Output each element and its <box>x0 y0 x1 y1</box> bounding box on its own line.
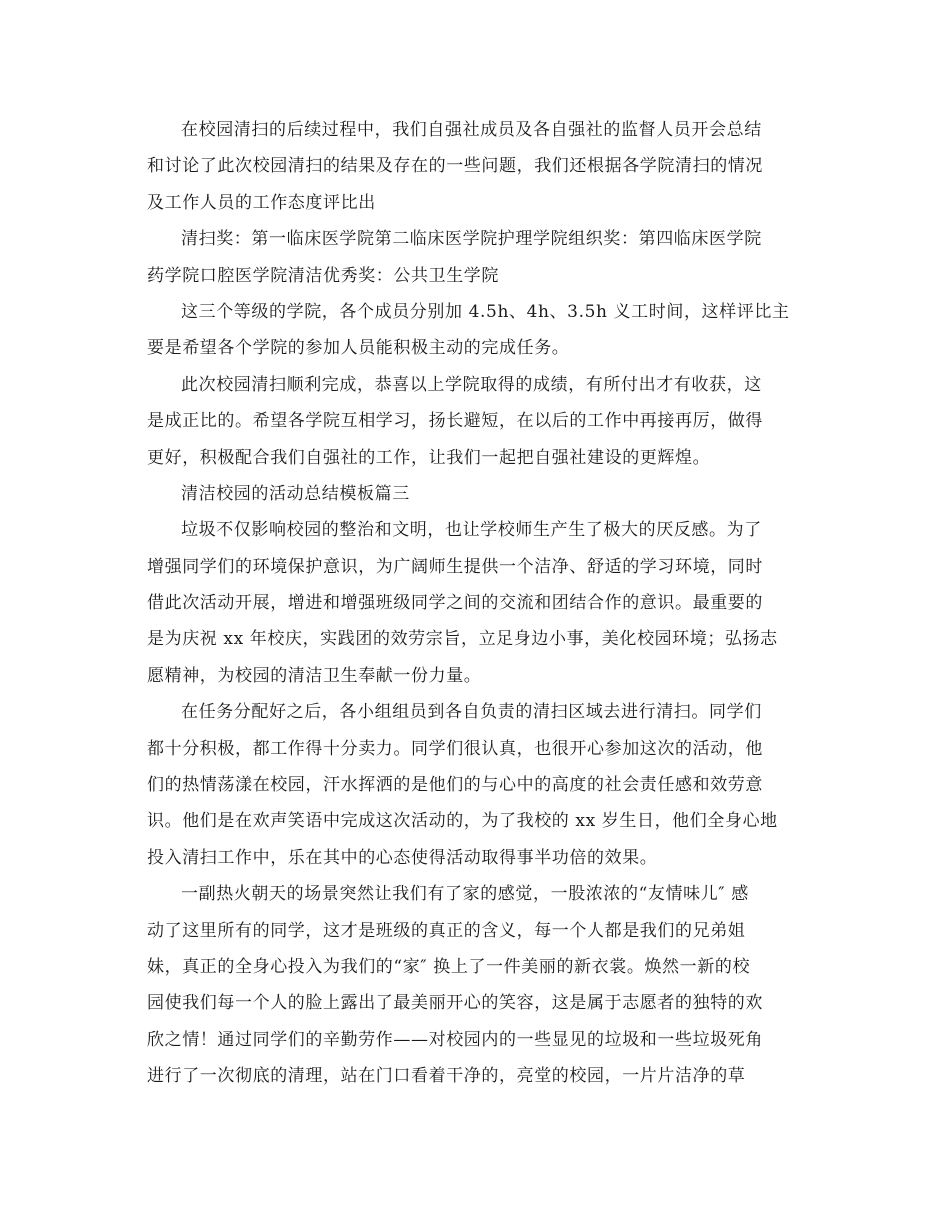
text-line: 借此次活动开展，增进和增强班级同学之间的交流和团结合作的意识。最重要的 <box>147 593 763 614</box>
document-page <box>147 112 812 1095</box>
paragraph-atmosphere <box>147 876 812 1094</box>
paragraph-awards <box>147 221 812 294</box>
text-line: 和讨论了此次校园清扫的结果及存在的一些问题，我们还根据各学院清扫的情况 <box>147 156 763 177</box>
text-line: 是成正比的。希望各学院互相学习，扬长避短，在以后的工作中再接再厉，做得 <box>147 411 763 432</box>
text-line: 识。他们是在欢声笑语中完成这次活动的，为了我校的 xx 岁生日，他们全身心地 <box>147 811 778 832</box>
text-line: 要是希望各个学院的参加人员能积极主动的完成任务。 <box>147 338 570 359</box>
text-line: 垃圾不仅影响校园的整治和文明，也让学校师生产生了极大的厌反感。为了 <box>181 520 762 541</box>
text-line: 在校园清扫的后续过程中，我们自强社成员及各自强社的监督人员开会总结 <box>181 120 762 140</box>
text-line: 进行了一次彻底的清理，站在门口看着干净的，亮堂的校园，一片片洁净的草 <box>147 1066 746 1087</box>
paragraph-congratulations <box>147 367 812 476</box>
text-line: 药学院口腔医学院清洁优秀奖：公共卫生学院 <box>147 265 499 286</box>
text-line: 是为庆祝 xx 年校庆，实践团的效劳宗旨，立足身边小事，美化校园环境；弘扬志 <box>147 629 778 650</box>
text-line: 投入清扫工作中，乐在其中的心态使得活动取得事半功倍的效果。 <box>147 847 658 868</box>
section-title: 清洁校园的活动总结模板篇三 <box>181 483 410 504</box>
text-line: 这三个等级的学院，各个成员分别加 4.5h、4h、3.5h 义工时间，这样评比主 <box>181 301 790 322</box>
text-line: 更好，积极配合我们自强社的工作，让我们一起把自强社建设的更辉煌。 <box>147 447 711 468</box>
text-line: 愿精神，为校园的清洁卫生奉献一份力量。 <box>147 665 482 686</box>
text-line: 清扫奖：第一临床医学院第二临床医学院护理学院组织奖：第四临床医学院 <box>181 229 762 250</box>
text-line: 园使我们每一个人的脸上露出了最美丽开心的笑容，这是属于志愿者的独特的欢 <box>147 993 763 1014</box>
text-line: 此次校园清扫顺利完成，恭喜以上学院取得的成绩，有所付出才有收获，这 <box>181 374 762 395</box>
paragraph-purpose <box>147 512 812 694</box>
text-line: 都十分积极，都工作得十分卖力。同学们很认真，也很开心参加这次的活动，他 <box>147 738 763 759</box>
paragraph-summary-meeting <box>147 112 812 221</box>
paragraph-volunteer-hours <box>147 294 812 367</box>
paragraph-task-assignment <box>147 694 812 876</box>
text-line: 及工作人员的工作态度评比出 <box>147 192 376 213</box>
text-line: 在任务分配好之后，各小组组员到各自负责的清扫区域去进行清扫。同学们 <box>181 702 762 723</box>
text-line: 们的热情荡漾在校园，汗水挥洒的是他们的与心中的高度的社会责任感和效劳意 <box>147 775 763 796</box>
section-heading <box>147 476 812 512</box>
text-line: 一副热火朝天的场景突然让我们有了家的感觉，一股浓浓的“友情味儿″ 感 <box>181 884 749 905</box>
text-line: 妹，真正的全身心投入为我们的“家″ 换上了一件美丽的新衣裳。焕然一新的校 <box>147 956 751 977</box>
text-line: 增强同学们的环境保护意识，为广阔师生提供一个洁净、舒适的学习环境，同时 <box>147 556 763 577</box>
text-line: 欣之情！通过同学们的辛勤劳作——对校园内的一些显见的垃圾和一些垃圾死角 <box>147 1029 763 1050</box>
text-line: 动了这里所有的同学，这才是班级的真正的含义，每一个人都是我们的兄弟姐 <box>147 920 746 941</box>
